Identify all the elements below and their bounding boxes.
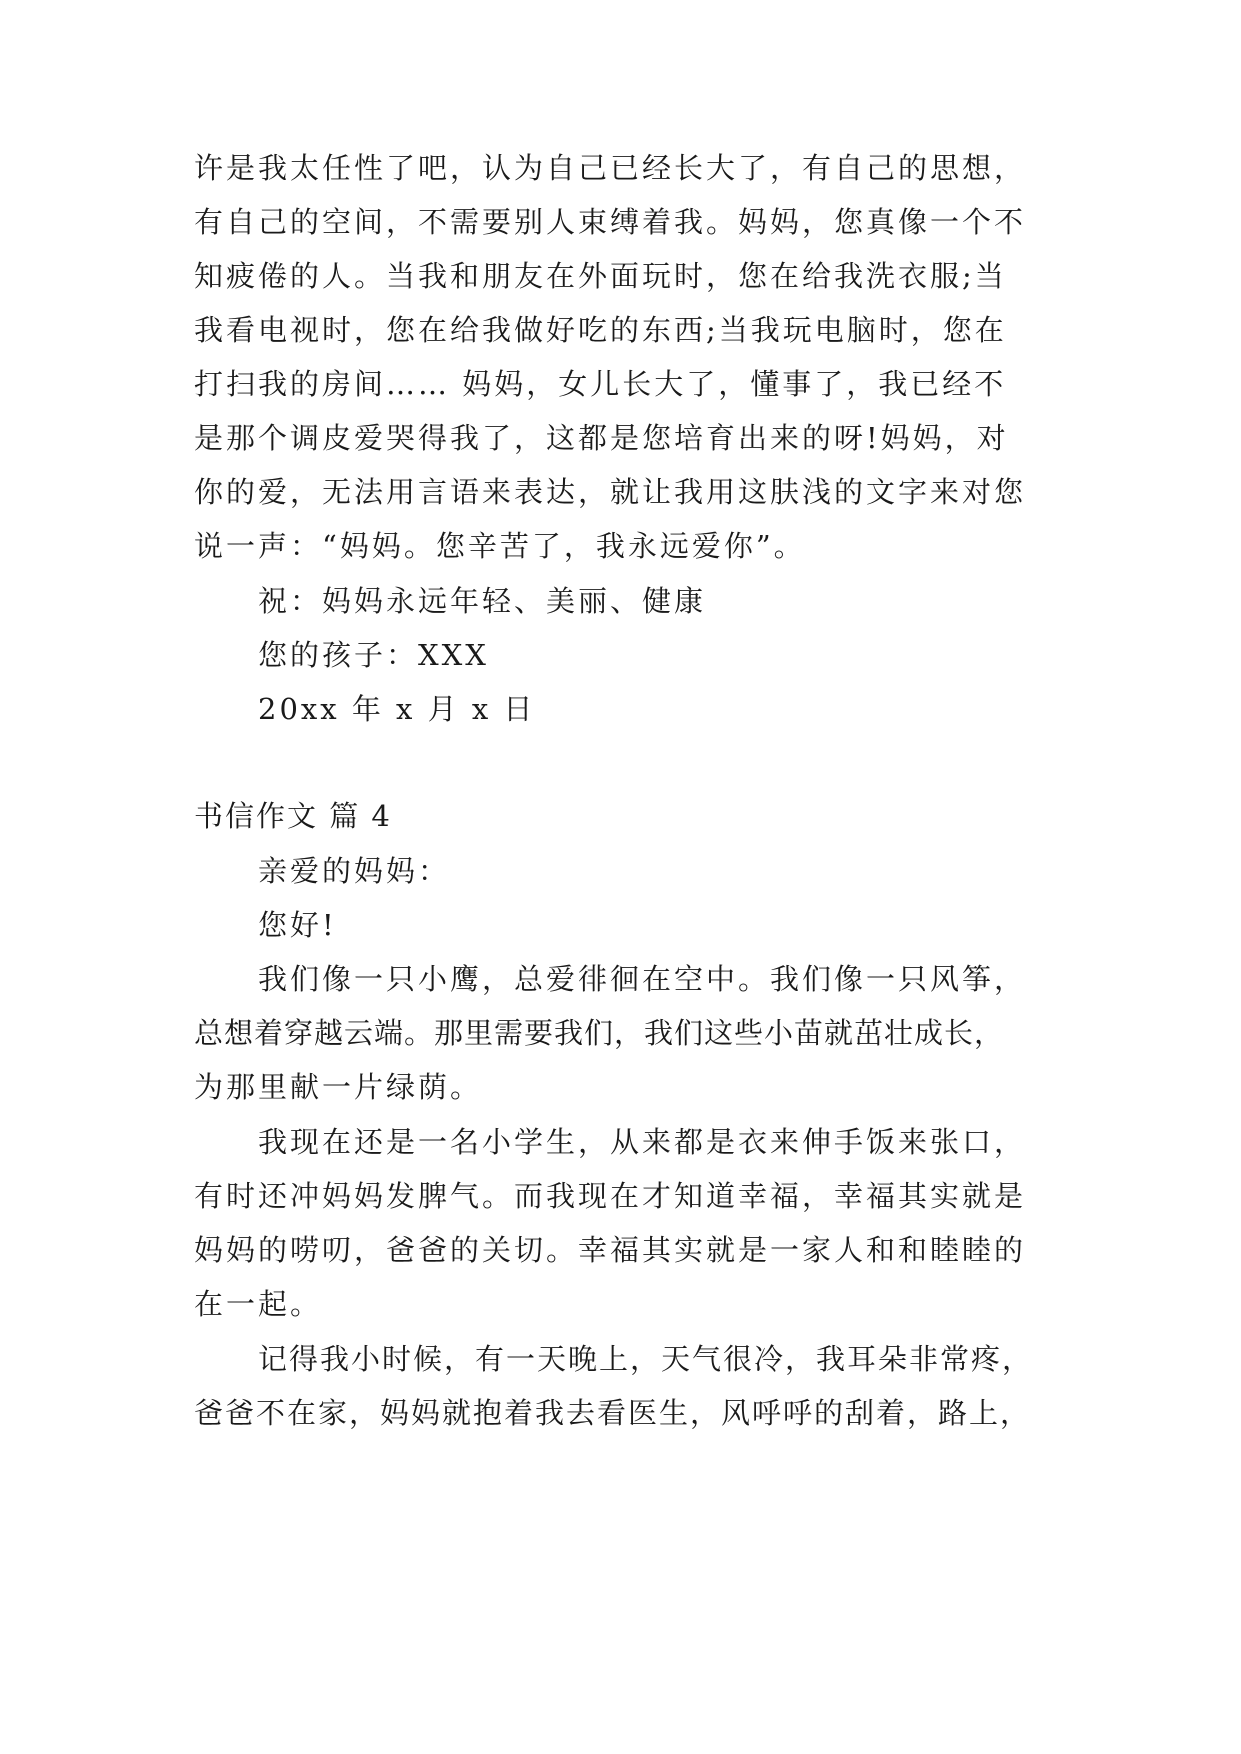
paragraph-line: 有自己的空间，不需要别人束缚着我。妈妈，您真像一个不 [194,205,1027,239]
closing-wish: 祝：妈妈永远年轻、美丽、健康 [258,584,707,618]
paragraph-line: 是那个调皮爱哭得我了，这都是您培育出来的呀!妈妈，对 [194,421,1009,455]
paragraph-line: 知疲倦的人。当我和朋友在外面玩时，您在给我洗衣服;当 [194,259,1007,293]
paragraph-line: 我们像一只小鹰，总爱徘徊在空中。我们像一只风筝， [258,962,1027,996]
section-title: 书信作文 篇 4 [194,799,392,833]
closing-signature: 您的孩子：XXX [258,638,489,672]
paragraph-line: 在一起。 [194,1287,323,1321]
paragraph-line: 爸爸不在家，妈妈就抱着我去看医生，风呼呼的刮着，路上， [194,1396,1032,1430]
paragraph-line: 你的爱，无法用言语来表达，就让我用这肤浅的文字来对您 [194,475,1027,509]
letter-greeting: 亲爱的妈妈： [258,854,451,888]
paragraph-line: 为那里献一片绿荫。 [194,1070,483,1104]
paragraph-line: 有时还冲妈妈发脾气。而我现在才知道幸福，幸福其实就是 [194,1179,1027,1213]
paragraph-line: 说一声：“妈妈。您辛苦了，我永远爱你”。 [194,529,806,563]
paragraph-line: 妈妈的唠叨，爸爸的关切。幸福其实就是一家人和和睦睦的 [194,1233,1027,1267]
paragraph-line: 我现在还是一名小学生，从来都是衣来伸手饭来张口， [258,1125,1027,1159]
paragraph-line: 记得我小时候，有一天晚上，天气很冷，我耳朵非常疼， [258,1342,1034,1376]
paragraph-line: 打扫我的房间…… 妈妈，女儿长大了，懂事了，我已经不 [194,367,1007,401]
closing-date: 20xx 年 x 月 x 日 [258,692,536,726]
paragraph-line: 总想着穿越云端。那里需要我们，我们这些小苗就茁壮成长， [194,1016,1005,1050]
paragraph-line: 我看电视时，您在给我做好吃的东西;当我玩电脑时，您在 [194,313,1007,347]
paragraph-line: 许是我太任性了吧，认为自己已经长大了，有自己的思想， [194,151,1027,185]
letter-hello: 您好! [258,908,337,942]
